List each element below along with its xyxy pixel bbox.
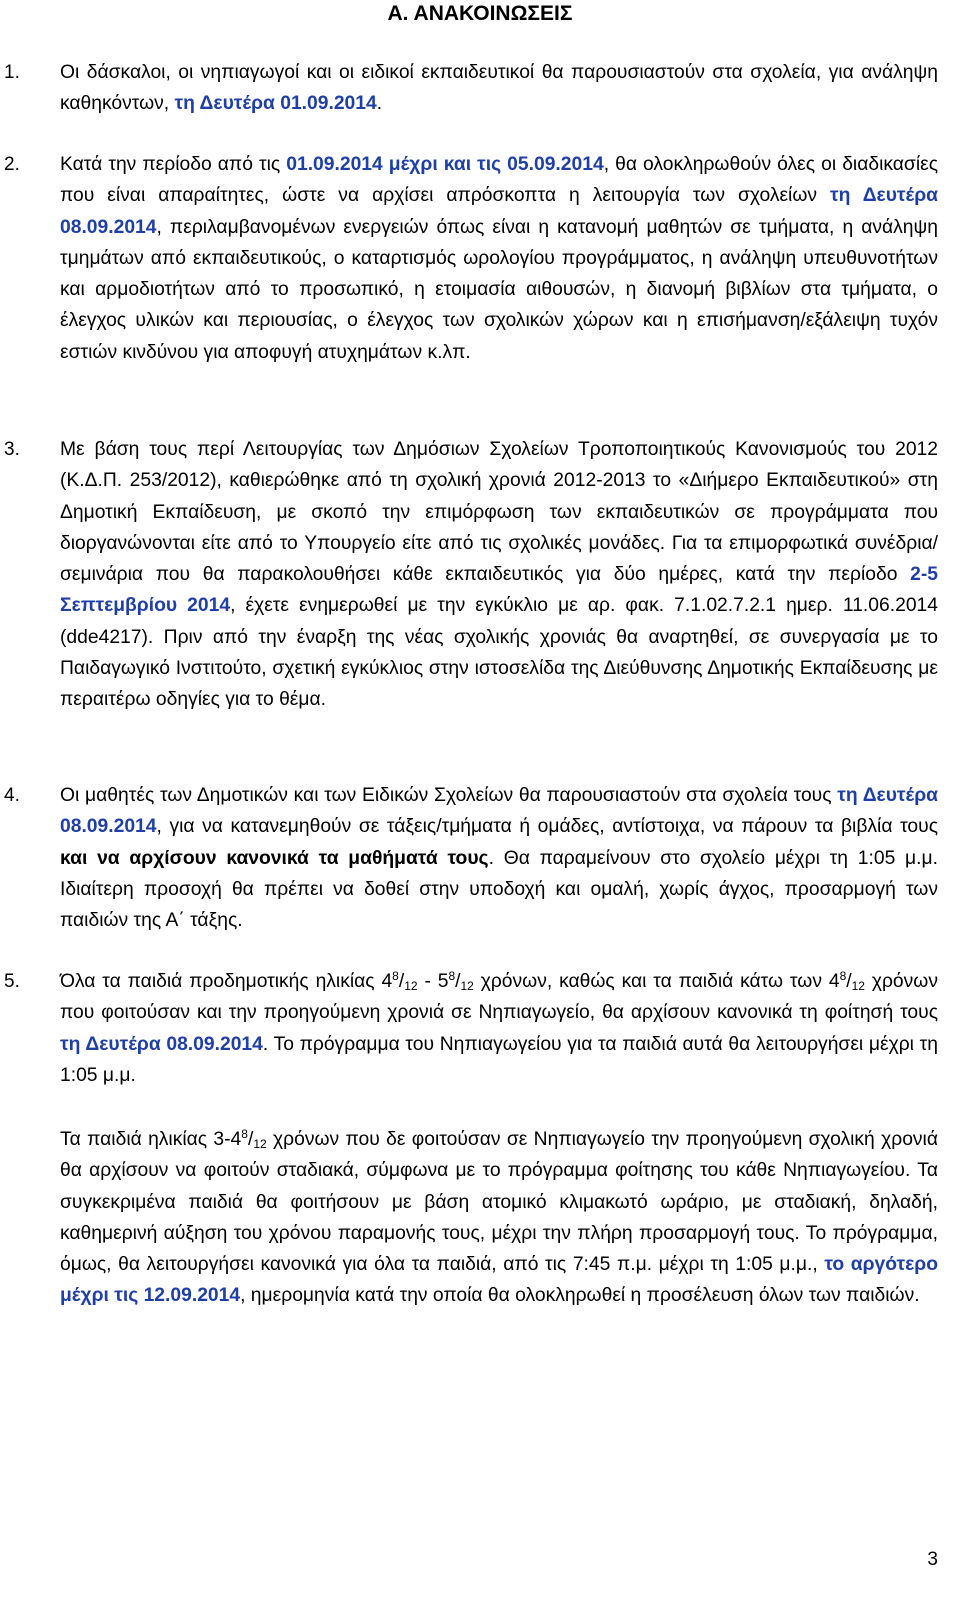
- item-text: [60, 1124, 938, 1312]
- section-heading: Α. ΑΝΑΚΟΙΝΩΣΕΙΣ: [387, 2, 573, 25]
- item-text: [60, 57, 938, 120]
- item-number: 2.: [4, 154, 20, 175]
- text-run: Όλα τα παιδιά προδημοτικής ηλικίας 4: [60, 971, 393, 992]
- item-number: 4.: [4, 785, 20, 806]
- fraction-part: 12: [851, 979, 865, 993]
- text-run: Κατά την περίοδο από τις: [60, 154, 287, 175]
- highlighted-date-text: τη Δευτέρα 08.09.2014: [60, 785, 939, 838]
- text-run: Οι δάσκαλοι, οι νηπιαγωγοί και οι ειδικοί εκπαιδευτικοί θα παρουσιαστούν στα σχολεία, για ανάληψη καθηκόντων,: [60, 62, 938, 115]
- highlighted-date-text: το αργότερο μέχρι τις 12.09.2014: [60, 1254, 938, 1307]
- highlighted-date-text: τη Δευτέρα 01.09.2014: [174, 93, 377, 115]
- item-number: 3.: [4, 439, 20, 460]
- fraction-part: 8: [241, 1127, 248, 1141]
- highlighted-date-text: 2-5 Σεπτεμβρίου 2014: [60, 564, 938, 617]
- text-run: /: [398, 971, 405, 992]
- text-run: , ημερομηνία κατά την οποία θα ολοκληρωθεί η προσέλευση όλων των παιδιών.: [240, 1285, 920, 1307]
- text-run: χρόνων, καθώς και τα παιδιά κάτω των 4: [473, 971, 840, 992]
- fraction-part: 8: [448, 969, 456, 983]
- text-run: χρόνων που δε φοιτούσαν σε Νηπιαγωγείο την προηγούμενη σχολική χρονιά θα αρχίσουν να φοιτούν σταδιακά, σύμφωνα με το πρόγραμμα φοίτησης του κάθε Νηπιαγωγείου. Τα συγκεκριμένα παιδιά θα φοιτήσουν με βάση ατομικό κλιμακωτό ωράριο, με σταδιακή, δηλαδή, καθημερινή αύξηση του χρόνου παραμονής τους, μέχρι την πλήρη προσαρμογή τους. Το πρόγραμμα, όμως, θα λειτουργήσει κανονικά για όλα τα παιδιά, από τις 7:45 π.μ. μέχρι τη 1:05 μ.μ.,: [60, 1129, 938, 1276]
- text-run: χρόνων που φοιτούσαν και την προηγούμενη χρονιά σε Νηπιαγωγείο, θα αρχίσουν κανονικά τη φοίτησή τους: [60, 971, 938, 1024]
- fraction-part: 12: [404, 979, 418, 993]
- text-run: , έχετε ενημερωθεί με την εγκύκλιο με αρ. φακ. 7.1.02.7.2.1 ημερ. 11.06.2014 (dde4217). Πριν από την έναρξη της νέας σχολικής χρονιάς θα αναρτηθεί, σε συνεργασία με το Παιδαγωγικό Ινστιτούτο, σχετική εγκύκλιος στην ιστοσελίδα της Διεύθυνσης Δημοτικής Εκπαίδευσης με περαιτέρω οδηγίες για το θέμα.: [60, 595, 938, 711]
- text-run: /: [455, 971, 461, 992]
- text-run: /: [846, 971, 852, 992]
- text-run: , για να κατανεμηθούν σε τάξεις/τμήματα ή ομάδες, αντίστοιχα, να πάρουν τα βιβλία τους: [156, 816, 938, 838]
- fraction-part: 12: [460, 979, 474, 993]
- item-text: [60, 434, 938, 716]
- highlighted-date-text: 01.09.2014 μέχρι και τις 05.09.2014: [286, 154, 604, 175]
- item-number: 1.: [4, 62, 20, 83]
- highlighted-date-text: τη Δευτέρα 08.09.2014: [60, 185, 939, 238]
- text-run: Τα παιδιά ηλικίας 3-4: [60, 1129, 242, 1150]
- item-number: 5.: [4, 971, 20, 992]
- highlighted-date-text: τη Δευτέρα 08.09.2014: [60, 1033, 263, 1055]
- text-run: . Το πρόγραμμα του Νηπιαγωγείου για τα παιδιά αυτά θα λειτουργήσει μέχρι τη 1:05 μ.μ.: [60, 1033, 938, 1086]
- bold-text: και να αρχίσουν κανονικά τα μαθήματά τους: [60, 847, 489, 869]
- item-text: [60, 966, 938, 1091]
- item-text: [60, 780, 938, 936]
- item-text: [60, 149, 938, 368]
- page-number: 3: [927, 1549, 938, 1570]
- text-run: , θα ολοκληρωθούν όλες οι διαδικασίες που είναι απαραίτητες, ώστε να αρχίσει απρόσκοπτα η λειτουργία των σχολείων: [60, 154, 938, 207]
- text-run: . Θα παραμείνουν στο σχολείο μέχρι τη 1:05 μ.μ. Ιδιαίτερη προσοχή θα πρέπει να δοθεί στην υποδοχή και ομαλή, χωρίς άγχος, προσαρμογή των παιδιών της Α΄ τάξης.: [60, 847, 938, 932]
- fraction-part: 12: [253, 1137, 267, 1151]
- text-run: , περιλαμβανομένων ενεργειών όπως είναι η κατανομή μαθητών σε τμήματα, η ανάληψη τμημάτων από εκπαιδευτικούς, ο καταρτισμός ωρολογίου προγράμματος, η ανάληψη υπευθυνοτήτων και αρμοδιοτήτων από το προσωπικό, η ετοιμασία αιθουσών, η διανομή βιβλίων στα τμήματα, ο έλεγχος υλικών και περιουσίας, ο έλεγχος των σχολικών χώρων και η επισήμανση/εξάλειψη τυχόν εστιών κινδύνου για αποφυγή ατυχημάτων κ.λπ.: [60, 216, 938, 363]
- text-run: Οι μαθητές των Δημοτικών και των Ειδικών Σχολείων θα παρουσιαστούν στα σχολεία τους: [60, 785, 838, 806]
- text-run: Με βάση τους περί Λειτουργίας των Δημόσιων Σχολείων Τροποποιητικούς Κανονισμούς του 2012 (Κ.Δ.Π. 253/2012), καθιερώθηκε από τη σχολική χρονιά 2012-2013 το «Διήμερο Εκπαιδευτικού» στη Δημοτική Εκπαίδευση, με σκοπό την επιμόρφωση των εκπαιδευτικών σε προγράμματα που διοργανώνονται είτε από το Υπουργείο είτε από τις σχολικές μονάδες. Για τα επιμορφωτικά συνέδρια/σεμινάρια που θα παρακολουθήσει κάθε εκπαιδευτικός για δύο ημέρες, κατά την περίοδο: [60, 439, 938, 586]
- text-run: .: [376, 93, 383, 115]
- fraction-part: 8: [839, 969, 847, 983]
- fraction-part: 8: [392, 969, 399, 983]
- text-run: /: [247, 1129, 254, 1150]
- text-run: - 5: [417, 971, 449, 992]
